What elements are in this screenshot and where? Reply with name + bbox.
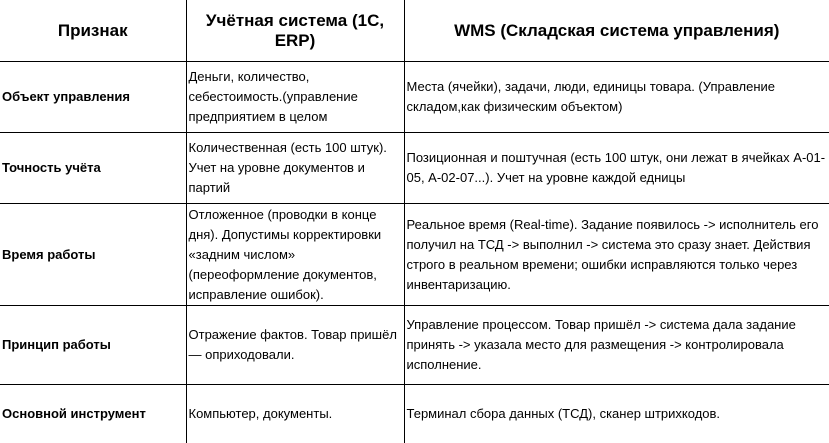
wms-cell: Терминал сбора данных (ТСД), сканер штрихкодов. — [404, 385, 829, 443]
erp-cell: Компьютер, документы. — [186, 385, 404, 443]
erp-cell: Отложенное (проводки в конце дня). Допустимы корректировки «задним числом» (переоформление документов, исправление ошибок). — [186, 204, 404, 306]
erp-cell: Отражение фактов. Товар пришёл — оприходовали. — [186, 306, 404, 385]
feature-cell: Время работы — [0, 204, 186, 306]
table-row — [0, 306, 829, 385]
erp-cell: Количественная (есть 100 штук). Учет на уровне документов и партий — [186, 133, 404, 204]
feature-cell: Принцип работы — [0, 306, 186, 385]
erp-cell: Деньги, количество, себестоимость.(управление предприятием в целом — [186, 62, 404, 133]
header-wms: WMS (Складская система управления) — [404, 0, 829, 62]
feature-cell: Основной инструмент — [0, 385, 186, 443]
header-row — [0, 0, 829, 62]
header-erp: Учётная система (1С, ERP) — [186, 0, 404, 62]
table-row — [0, 62, 829, 133]
header-feature: Признак — [0, 0, 186, 62]
table-row — [0, 133, 829, 204]
wms-cell: Управление процессом. Товар пришёл -> система дала задание принять -> указала место для размещения -> контролировала исполнение. — [404, 306, 829, 385]
wms-cell: Реальное время (Real-time). Задание появилось -> исполнитель его получил на ТСД -> выполнил -> система это сразу знает. Действия строго в реальном времени; ошибки исправляются только через инвентаризацию. — [404, 204, 829, 306]
feature-cell: Объект управления — [0, 62, 186, 133]
wms-cell: Позиционная и поштучная (есть 100 штук, они лежат в ячейках А-01-05, А-02-07...). Учет на уровне каждой едницы — [404, 133, 829, 204]
table-row — [0, 385, 829, 443]
wms-cell: Места (ячейки), задачи, люди, единицы товара. (Управление складом,как физическим объектом) — [404, 62, 829, 133]
table-row — [0, 204, 829, 306]
feature-cell: Точность учёта — [0, 133, 186, 204]
